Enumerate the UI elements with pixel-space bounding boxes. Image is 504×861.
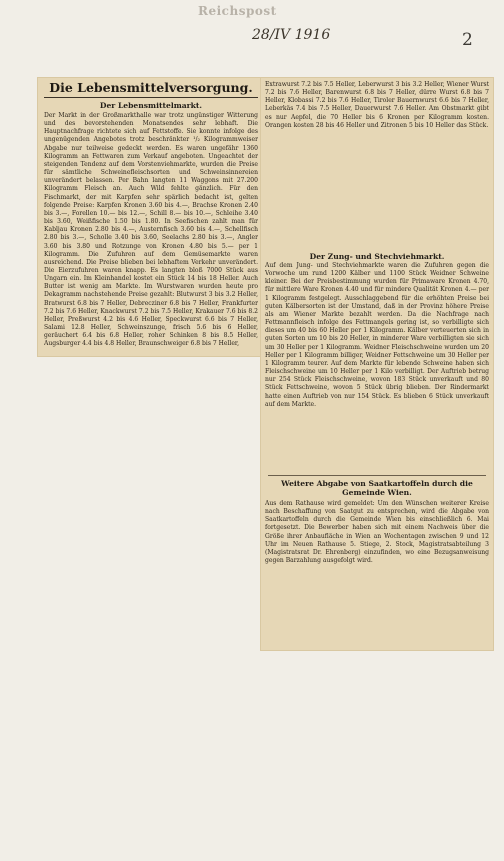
section-text-saatkartoffeln: Aus dem Rathause wird gemeldet: Um den Wünschen weiterer Kreise nach Beschaffung von Saatgut zu entsprechen, wird die Abgabe von Saatkartoffeln durch die Gemeinde Wien bis einschließlich 6. Mai fortgesetzt. Die Bewerber haben sich mit einem Nachweis über die Größe ihrer Anbaufläche in Wien an Wochentagen zwischen 9 und 12 Uhr im Neuen Rathause 5. Stiege, 2. Stock, Magistratsabteilung 3 (Magistratsrat Dr. Ehrenberg) einzufinden, wo eine Bezugsanweisung gegen Barzahlung ausgefolgt wird. — [265, 500, 489, 565]
section-heading-lebensmittelmarkt: Der Lebensmittelmarkt. — [99, 101, 203, 110]
section-text-stechviehmarkt: Auf dem Jung- und Stechviehmarkte waren die Zufuhren gegen die Vorwoche um rund 1200 Kälber und 1100 Stück Weidner Schweine kleiner. Bei der Preisbestimmung wurden für Primaware Kronen 4.70, für mittlere Ware Kronen 4.40 und für mindere Qualität Kronen 4.— per 1 Kilogramm festgelegt. Ausschlaggebend für die erhöhten Preise bei guten Kälbersorten ist der Umstand, daß in der Provinz höhere Preise als am Wiener Markte bezahlt werden. Da die Nachfrage nach Fettmannfleisch infolge des Fettmangels gering ist, so verbilligte sich dieses um 40 bis 60 Heller per 1 Kilogramm. Kälber verteuerten sich in guten Sorten um 10 bis 20 Heller, in minderer Ware verbilligten sie sich um 30 Heller per 1 Kilogramm. Weidner Fleischschweine wurden um 20 Heller per 1 Kilogramm billiger, Weidner Fettschweine um 30 Heller per 1 Kilogramm teurer. Auf dem Markte für lebende Schweine haben sich Fleischschweine um 10 Heller per 1 Kilo verbilligt. Der Auftrieb betrug nur 254 Stück Fleischschweine, wovon 183 Stück unverkauft und 80 Stück Fettschweine, wovon 5 Stück übrig blieben. Der Rindermarkt hatte einen Auftrieb von nur 154 Stück. Es blieben 6 Stück unverkauft auf dem Markte. — [265, 262, 489, 408]
section-divider — [268, 475, 486, 476]
section-heading-stechviehmarkt: Der Zung- und Stechviehmarkt. — [309, 252, 445, 261]
section-text-lebensmittelmarkt: Der Markt in der Großmarkthalle war trotz ungünstiger Witterung und des bevorstehenden Monatsendes sehr lebhaft. Die Hauptnachfrage richtete sich auf Fettstoffe. Sie konnte infolge des ungenügenden Angebotes trotz beschränkter ¹/₂ Kilogrammweiser Abgabe nur teilweise gedeckt werden. Es waren ungefähr 1360 Kilogramm an Fettwaren zum Verkauf angeboten. Ungeachtet der steigenden Tendenz auf dem Vorstenviehmarkte, wurden die Preise für sämtliche Schweinefleischsorten und Schweinsinnereien unverändert belassen. Per Bahn langten 11 Waggons mit 27.200 Kilogramm Fleisch an. Auch Wild fehlte gänzlich. Für den Fischmarkt, der mit Karpfen sehr spärlich bedacht ist, gelten folgende Preise: Karpfen Kronen 3.60 bis 4.—, Brachse Kronen 2.40 bis 3.—, Forellen 10.— bis 12.—, Schill 8.— bis 10.—, Schleihe 3.40 bis 3.60, Weißfische 1.50 bis 1.80. In Seefischen zahlt man für Kabljau Kronen 2.80 bis 4.—, Austernfisch 3.60 bis 4.—, Schellfisch 2.80 bis 3.—, Scholle 3.40 bis 3.60, Seelachs 2.80 bis 3.—, Angler 3.60 bis 3.80 und Rotzunge von Kronen 4.80 bis 5.— per 1 Kilogramm. Die Zufuhren auf dem Gemüsemarkte waren ausreichend. Die Preise blieben bei lebhaftem Verkehr unverändert. Die Eierzufuhren waren knapp. Es langten bloß 7000 Stück aus Ungarn ein. Im Kleinhandel kostet ein Stück 14 bis 18 Heller. Auch Butter ist wenig am Markte. Im Wurstwaren wurden heute pro Dekagramm nachstehende Preise gezahlt: Blutwurst 3 bis 3.2 Heller, Bratwurst 6.8 bis 7 Heller, Debrecziner 6.8 bis 7 Heller, Frankfurter 7.2 bis 7.6 Heller, Knackwurst 7.2 bis 7.5 Heller, Krakauer 7.6 bis 8.2 Heller, Preßwurst 4.2 bis 4.6 Heller, Speckwurst 6.6 bis 7 Heller, Salami 12.8 Heller, Schweinszunge, frisch 5.6 bis 6 Heller, geräuchert 6.4 bis 6.8 Heller, roher Schinken 8 bis 8.5 Heller, Augsburger 4.4 bis 4.8 Heller, Braunschweiger 6.8 bis 7 Heller, — [44, 112, 258, 348]
section-heading-saatkartoffeln: Weitere Abgabe von Saatkartoffeln durch die Gemeinde Wien. — [281, 479, 473, 497]
section-text-lebensmittelmarkt-continued: Extrawurst 7.2 bis 7.5 Heller, Leberwurst 3 bis 3.2 Heller, Wiener Wurst 7.2 bis 7.6 Heller, Barenwurst 6.8 bis 7 Heller, dürre Wurst 6.8 bis 7 Heller, Klobassi 7.2 bis 7.6 Heller, Tiroler Bauernwurst 6.6 bis 7 Heller, Leberkäs 7.4 bis 7.5 Heller, Dauerwurst 7.6 Heller. Am Obstmarkt gibt es nur Aepfel, die 70 Heller bis 6 Kronen per Kilogramm kosten. Orangen kosten 28 bis 46 Heller und Zitronen 5 bis 10 Heller das Stück. — [265, 81, 489, 129]
article-title: Die Lebensmittelversorgung. — [44, 80, 258, 98]
page-number: 2 — [462, 30, 473, 50]
handwritten-date: 28/IV 1916 — [252, 27, 331, 43]
masthead: Reichspost — [198, 4, 277, 18]
